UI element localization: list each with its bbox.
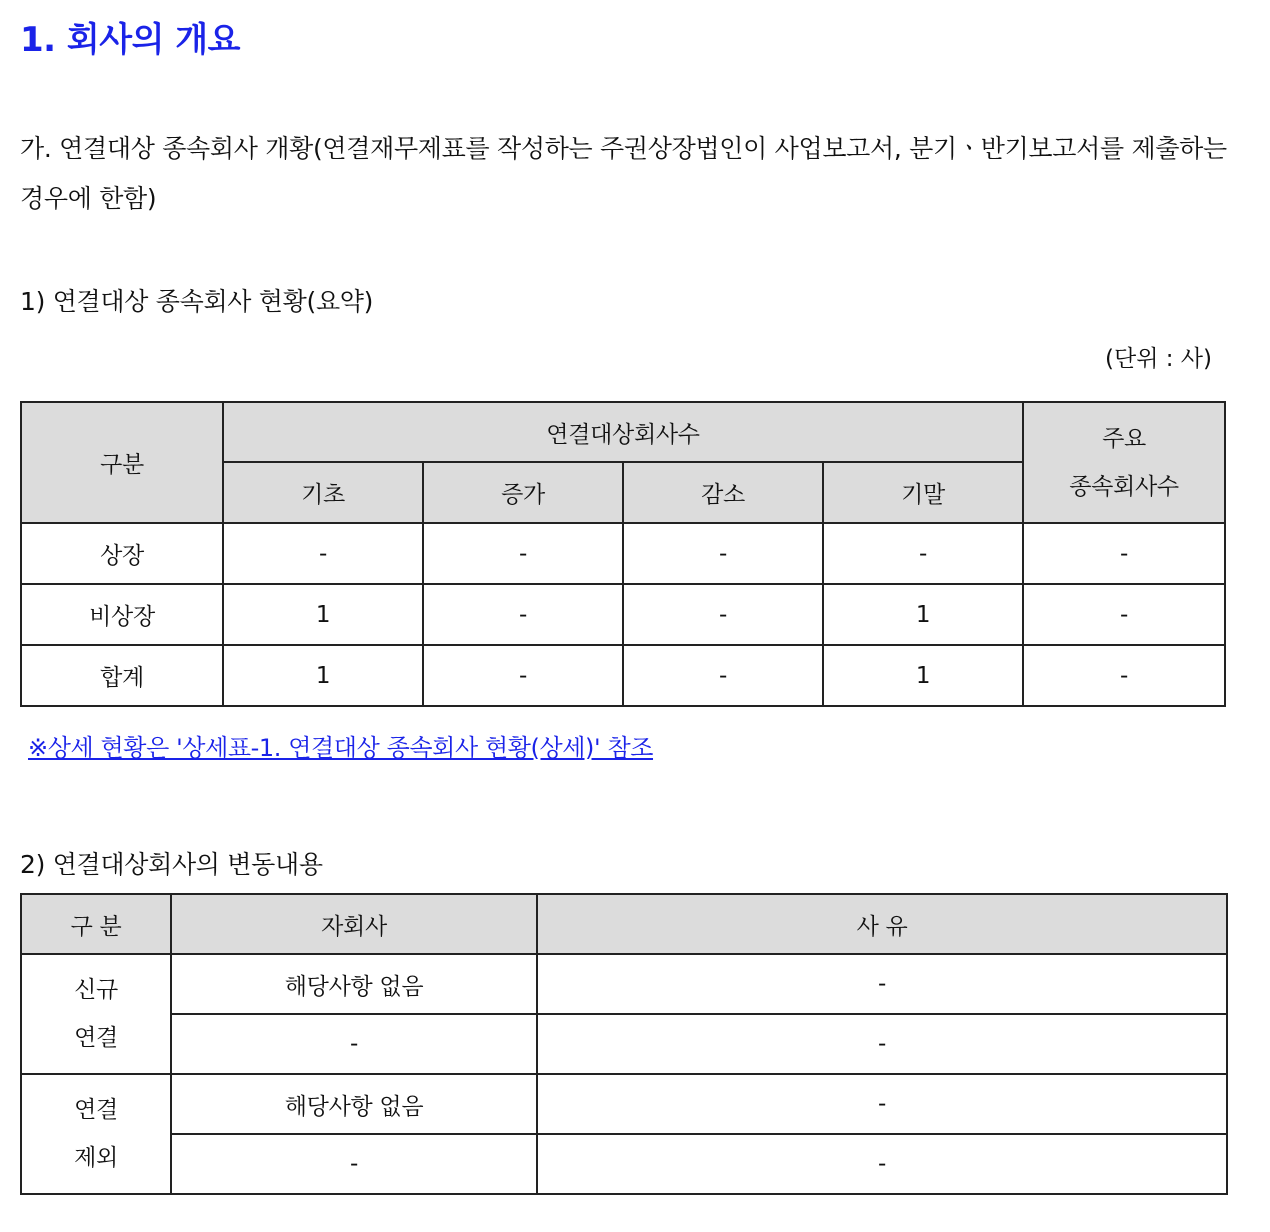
cell-subsidiary: 해당사항 없음 [171, 1074, 537, 1134]
row-label: 비상장 [21, 584, 223, 645]
cell-ending: 1 [823, 584, 1023, 645]
table-row [21, 1074, 1227, 1134]
cell-increase: - [423, 645, 623, 706]
header-increase: 증가 [423, 462, 623, 523]
header-major-line2: 종속회사수 [1069, 473, 1179, 500]
section1-heading: 1) 연결대상 종속회사 현황(요약) [20, 287, 374, 316]
group-label-excluded [21, 1074, 171, 1194]
group-label-line2: 연결 [74, 1025, 118, 1051]
table-row [21, 1134, 1227, 1194]
table-row [21, 584, 1225, 645]
section2-heading: 2) 연결대상회사의 변동내용 [20, 850, 323, 879]
header-beginning: 기초 [223, 462, 423, 523]
header-category: 구 분 [21, 894, 171, 954]
cell-reason: - [537, 1014, 1227, 1074]
group-label-new [21, 954, 171, 1074]
cell-decrease: - [623, 584, 823, 645]
header-consolidated-count: 연결대상회사수 [223, 402, 1023, 462]
cell-reason: - [537, 1074, 1227, 1134]
table-row [21, 1014, 1227, 1074]
cell-reason: - [537, 954, 1227, 1014]
table-row [21, 523, 1225, 584]
header-major-line1: 주요 [1102, 425, 1146, 452]
cell-beginning: 1 [223, 645, 423, 706]
cell-major: - [1023, 523, 1225, 584]
table-header-row [21, 894, 1227, 954]
cell-major: - [1023, 584, 1225, 645]
table-row [21, 645, 1225, 706]
group-label-line1: 연결 [74, 1097, 118, 1123]
table-row [21, 954, 1227, 1014]
intro-paragraph: 가. 연결대상 종속회사 개황(연결재무제표를 작성하는 주권상장법인이 사업보고서, 분기ㆍ반기보고서를 제출하는 경우에 한함) [20, 134, 1227, 213]
row-label: 합계 [21, 645, 223, 706]
header-decrease: 감소 [623, 462, 823, 523]
header-major-subsidiaries [1023, 402, 1225, 523]
header-category: 구분 [21, 402, 223, 523]
cell-ending: - [823, 523, 1023, 584]
cell-increase: - [423, 523, 623, 584]
consolidation-change-table [20, 893, 1228, 1195]
cell-subsidiary: 해당사항 없음 [171, 954, 537, 1014]
header-ending: 기말 [823, 462, 1023, 523]
cell-decrease: - [623, 645, 823, 706]
cell-beginning: - [223, 523, 423, 584]
cell-decrease: - [623, 523, 823, 584]
cell-subsidiary: - [171, 1014, 537, 1074]
cell-subsidiary: - [171, 1134, 537, 1194]
cell-beginning: 1 [223, 584, 423, 645]
cell-ending: 1 [823, 645, 1023, 706]
table-header-row [21, 402, 1225, 462]
group-label-line1: 신규 [74, 977, 118, 1003]
cell-reason: - [537, 1134, 1227, 1194]
row-label: 상장 [21, 523, 223, 584]
header-subsidiary: 자회사 [171, 894, 537, 954]
cell-major: - [1023, 645, 1225, 706]
page-title: 1. 회사의 개요 [20, 20, 240, 60]
cell-increase: - [423, 584, 623, 645]
subsidiary-summary-table [20, 401, 1226, 707]
group-label-line2: 제외 [74, 1145, 118, 1171]
header-reason: 사 유 [537, 894, 1227, 954]
unit-label: (단위 : 사) [1105, 346, 1212, 372]
detail-status-link[interactable]: ※상세 현황은 '상세표-1. 연결대상 종속회사 현황(상세)' 참조 [28, 734, 654, 762]
